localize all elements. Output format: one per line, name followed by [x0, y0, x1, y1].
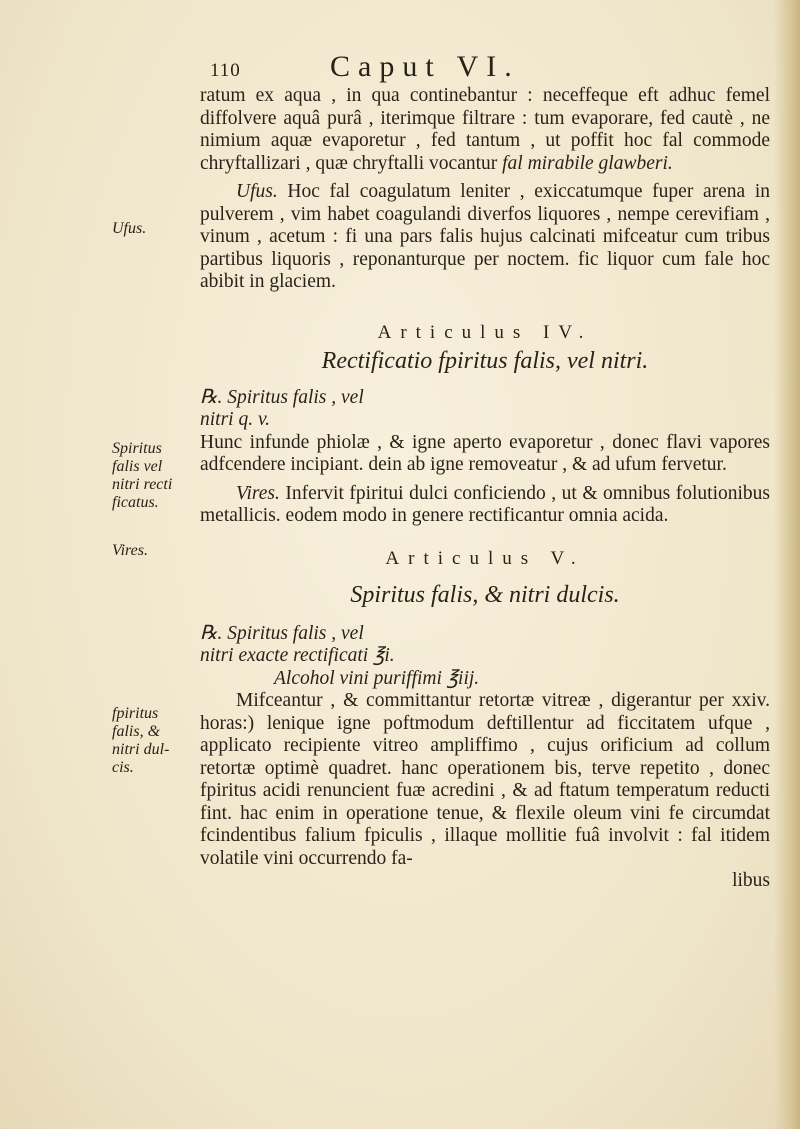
margin-note-spiritus-rectificatus [112, 440, 192, 512]
paragraph-vires [200, 483, 770, 528]
running-header [210, 50, 610, 90]
recipe-4-line-2: nitri q. v. [200, 409, 271, 430]
margin-line: falis, & [112, 723, 161, 740]
margin-line: cis. [112, 759, 134, 776]
recipe-5-line-3: Alcohol vini puriffimi ℥iij. [274, 667, 480, 689]
margin-line: nitri recti [112, 476, 173, 493]
margin-line: Spiritus [112, 440, 162, 457]
paragraph-text: ratum ex aqua , in qua continebantur : neceffeque eft adhuc femel diffolvere aquâ purâ , iterimque filtrare : tum evaporare, fed cautè , ne nimium aquæ evaporetur , fed tantum , ut poffit hoc fal commode chryftallizari , quæ chryftalli vocantur [200, 85, 770, 174]
margin-line: ficatus. [112, 494, 159, 511]
main-text [200, 85, 770, 893]
vires-lead: Vires. [236, 482, 280, 504]
usus-lead: Ufus. [236, 181, 278, 202]
catchword: libus [732, 870, 770, 891]
recipe-5-line-2: nitri exacte rectificati ℥i. [200, 645, 395, 666]
vires-text: Infervit fpiritui dulci conficiendo , ut & omnibus folutionibus metallicis. eodem modo in genere rectificantur omnia acida. [200, 482, 771, 526]
article-4-title: Rectificatio fpiritus falis, vel nitri. [321, 348, 649, 374]
paragraph-continuation [200, 85, 770, 175]
usus-text: Hoc fal coagulatum leniter , exiccatumque fuper arena in pulverem , vim habet coagulandi diverfos liquores , nempe cerevifiam , vinum , acetum : fi una pars falis hujus calcinati mifceatur cum tribus partibus liquoris , reponanturque per noctem. fic liquor cum fale hoc abibit in glaciem. [200, 181, 770, 292]
article-5-title: Spiritus falis, & nitri dulcis. [350, 582, 620, 608]
margin-note-spiritus-dulcis [112, 705, 192, 777]
article-5-heading: Articulus V. [385, 547, 585, 569]
recipe-5-text: Mifceantur , & committantur retortæ vitreæ , digerantur per xxiv. horas:) lenique igne poftmodum deftillentur ad ficcitatem ufque , applicato recipiente vitreo ampliffimo , cujus orificium ad collum retortæ optimè quadret. hanc operationem bis, terve repetito , donec fpiritus acidi renuncient fuæ acredini , & ad ftatum temperatum reducti fint. hac enim in operatione tenue, & flexile oleum vini fe circumdat fcindentibus falium fpiculis , illaque mollitie fuâ involvit : fal itidem volatile vini occurrendo fa- [200, 690, 770, 869]
article-4-heading: Articulus IV. [377, 321, 593, 343]
recipe-4-line-1: ℞. Spiritus falis , vel [200, 386, 364, 408]
chapter-title: Caput VI. [330, 50, 520, 83]
margin-line: nitri dul- [112, 741, 170, 758]
margin-line: fpiritus [112, 705, 159, 722]
page-number: 110 [210, 60, 241, 81]
page-edge [774, 0, 800, 1129]
margin-line: falis vel [112, 458, 163, 475]
recipe-4-text: Hunc infunde phiolæ , & igne aperto evaporetur , donec flavi vapores adfcendere incipiant. dein ab igne removeatur , & ad ufum fervetur. [200, 431, 770, 475]
salt-name: fal mirabile glawberi. [502, 152, 673, 174]
paragraph-usus [200, 181, 770, 294]
margin-note-vires: Vires. [112, 542, 148, 559]
recipe-5-line-1: ℞. Spiritus falis , vel [200, 622, 364, 644]
margin-note-usus: Ufus. [112, 220, 147, 237]
